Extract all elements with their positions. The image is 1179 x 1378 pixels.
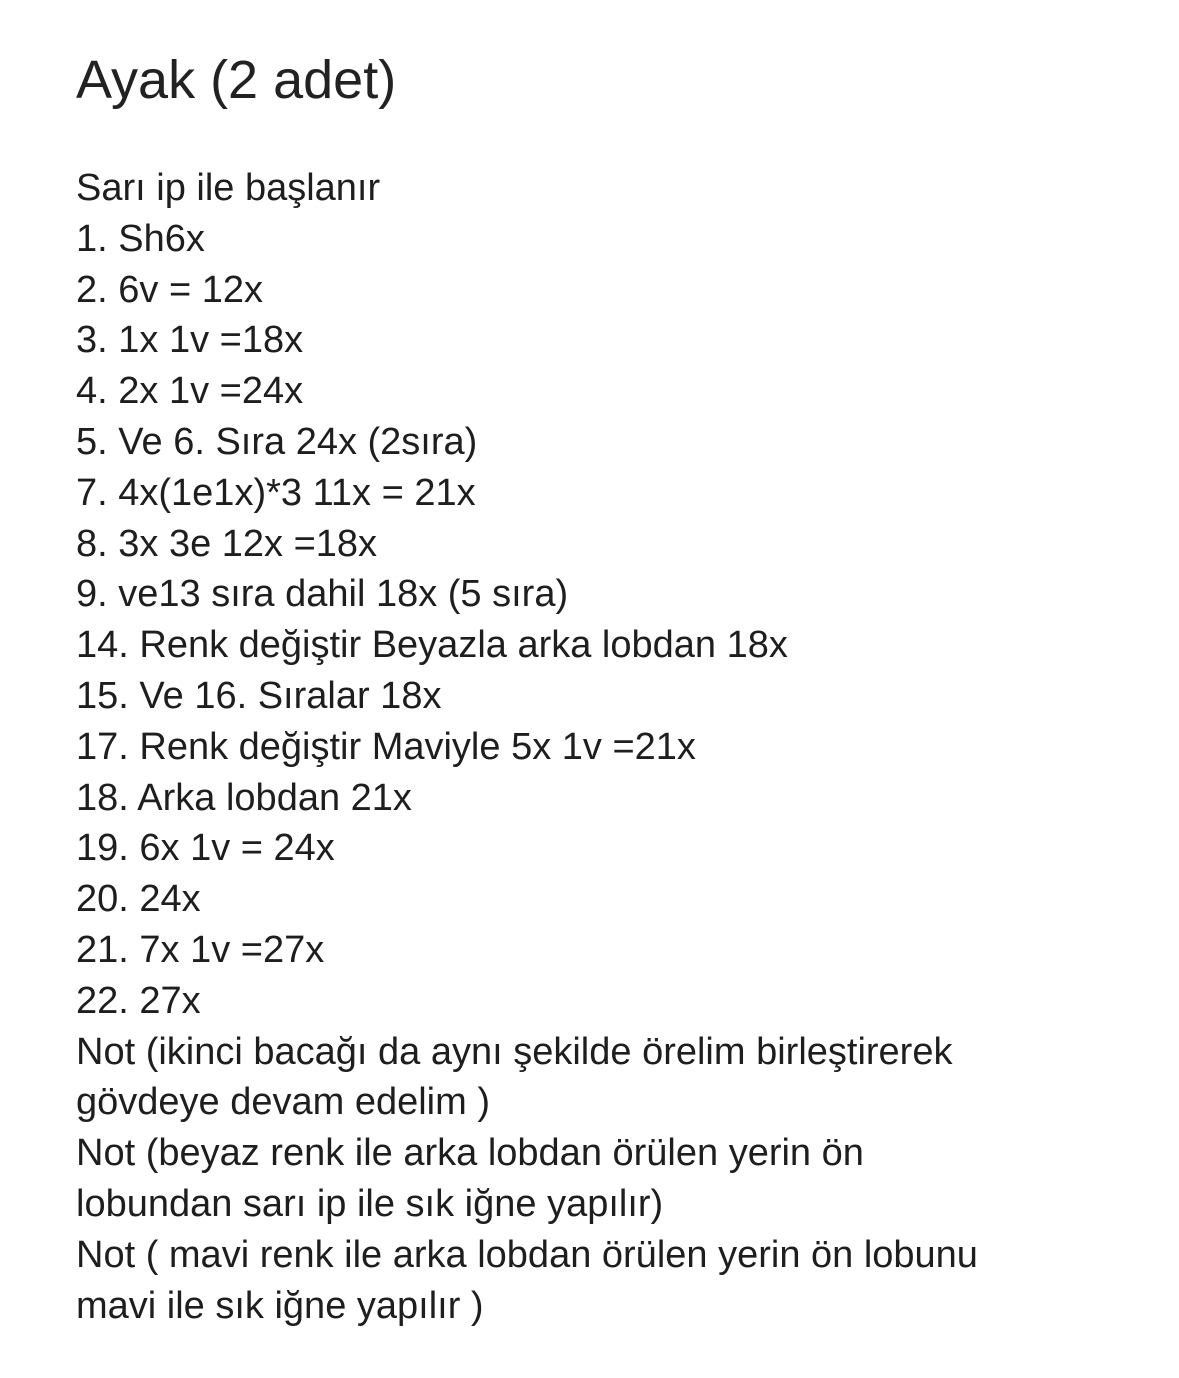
row-instruction-7: 7. 4x(1e1x)*3 11x = 21x [76,471,476,514]
row-instruction-22: 22. 27x [76,979,201,1022]
row-instruction-19: 19. 6x 1v = 24x [76,827,335,870]
row-instruction-3: 3. 1x 1v =18x [76,319,304,362]
instruction-list [76,163,1156,1331]
row-instruction-17: 17. Renk değiştir Maviyle 5x 1v =21x [76,725,696,768]
row-instruction-8: 8. 3x 3e 12x =18x [76,522,378,565]
row-instruction-1: 1. Sh6x [76,217,205,260]
row-instruction-15-16: 15. Ve 16. Sıralar 18x [76,674,442,717]
row-instruction-14: 14. Renk değiştir Beyazla arka lobdan 18x [76,624,788,667]
note-1-line-1: Not (ikinci bacağı da aynı şekilde örelim birleştirerek [76,1030,953,1073]
note-2-line-1: Not (beyaz renk ile arka lobdan örülen yerin ön [76,1132,864,1175]
row-instruction-4: 4. 2x 1v =24x [76,370,304,413]
note-2-line-2: lobundan sarı ip ile sık iğne yapılır) [76,1182,664,1225]
row-instruction-2: 2. 6v = 12x [76,268,263,311]
row-instruction-5-6: 5. Ve 6. Sıra 24x (2sıra) [76,420,478,463]
intro-line: Sarı ip ile başlanır [76,167,381,209]
row-instruction-18: 18. Arka lobdan 21x [76,776,412,819]
note-1-line-2: gövdeye devam edelim ) [76,1081,490,1124]
note-3-line-1: Not ( mavi renk ile arka lobdan örülen yerin ön lobunu [76,1233,978,1276]
row-instruction-9-13: 9. ve13 sıra dahil 18x (5 sıra) [76,573,569,616]
note-3-line-2: mavi ile sık iğne yapılır ) [76,1284,484,1327]
page-title: Ayak (2 adet) [76,50,397,110]
row-instruction-20: 20. 24x [76,878,201,921]
row-instruction-21: 21. 7x 1v =27x [76,928,325,971]
